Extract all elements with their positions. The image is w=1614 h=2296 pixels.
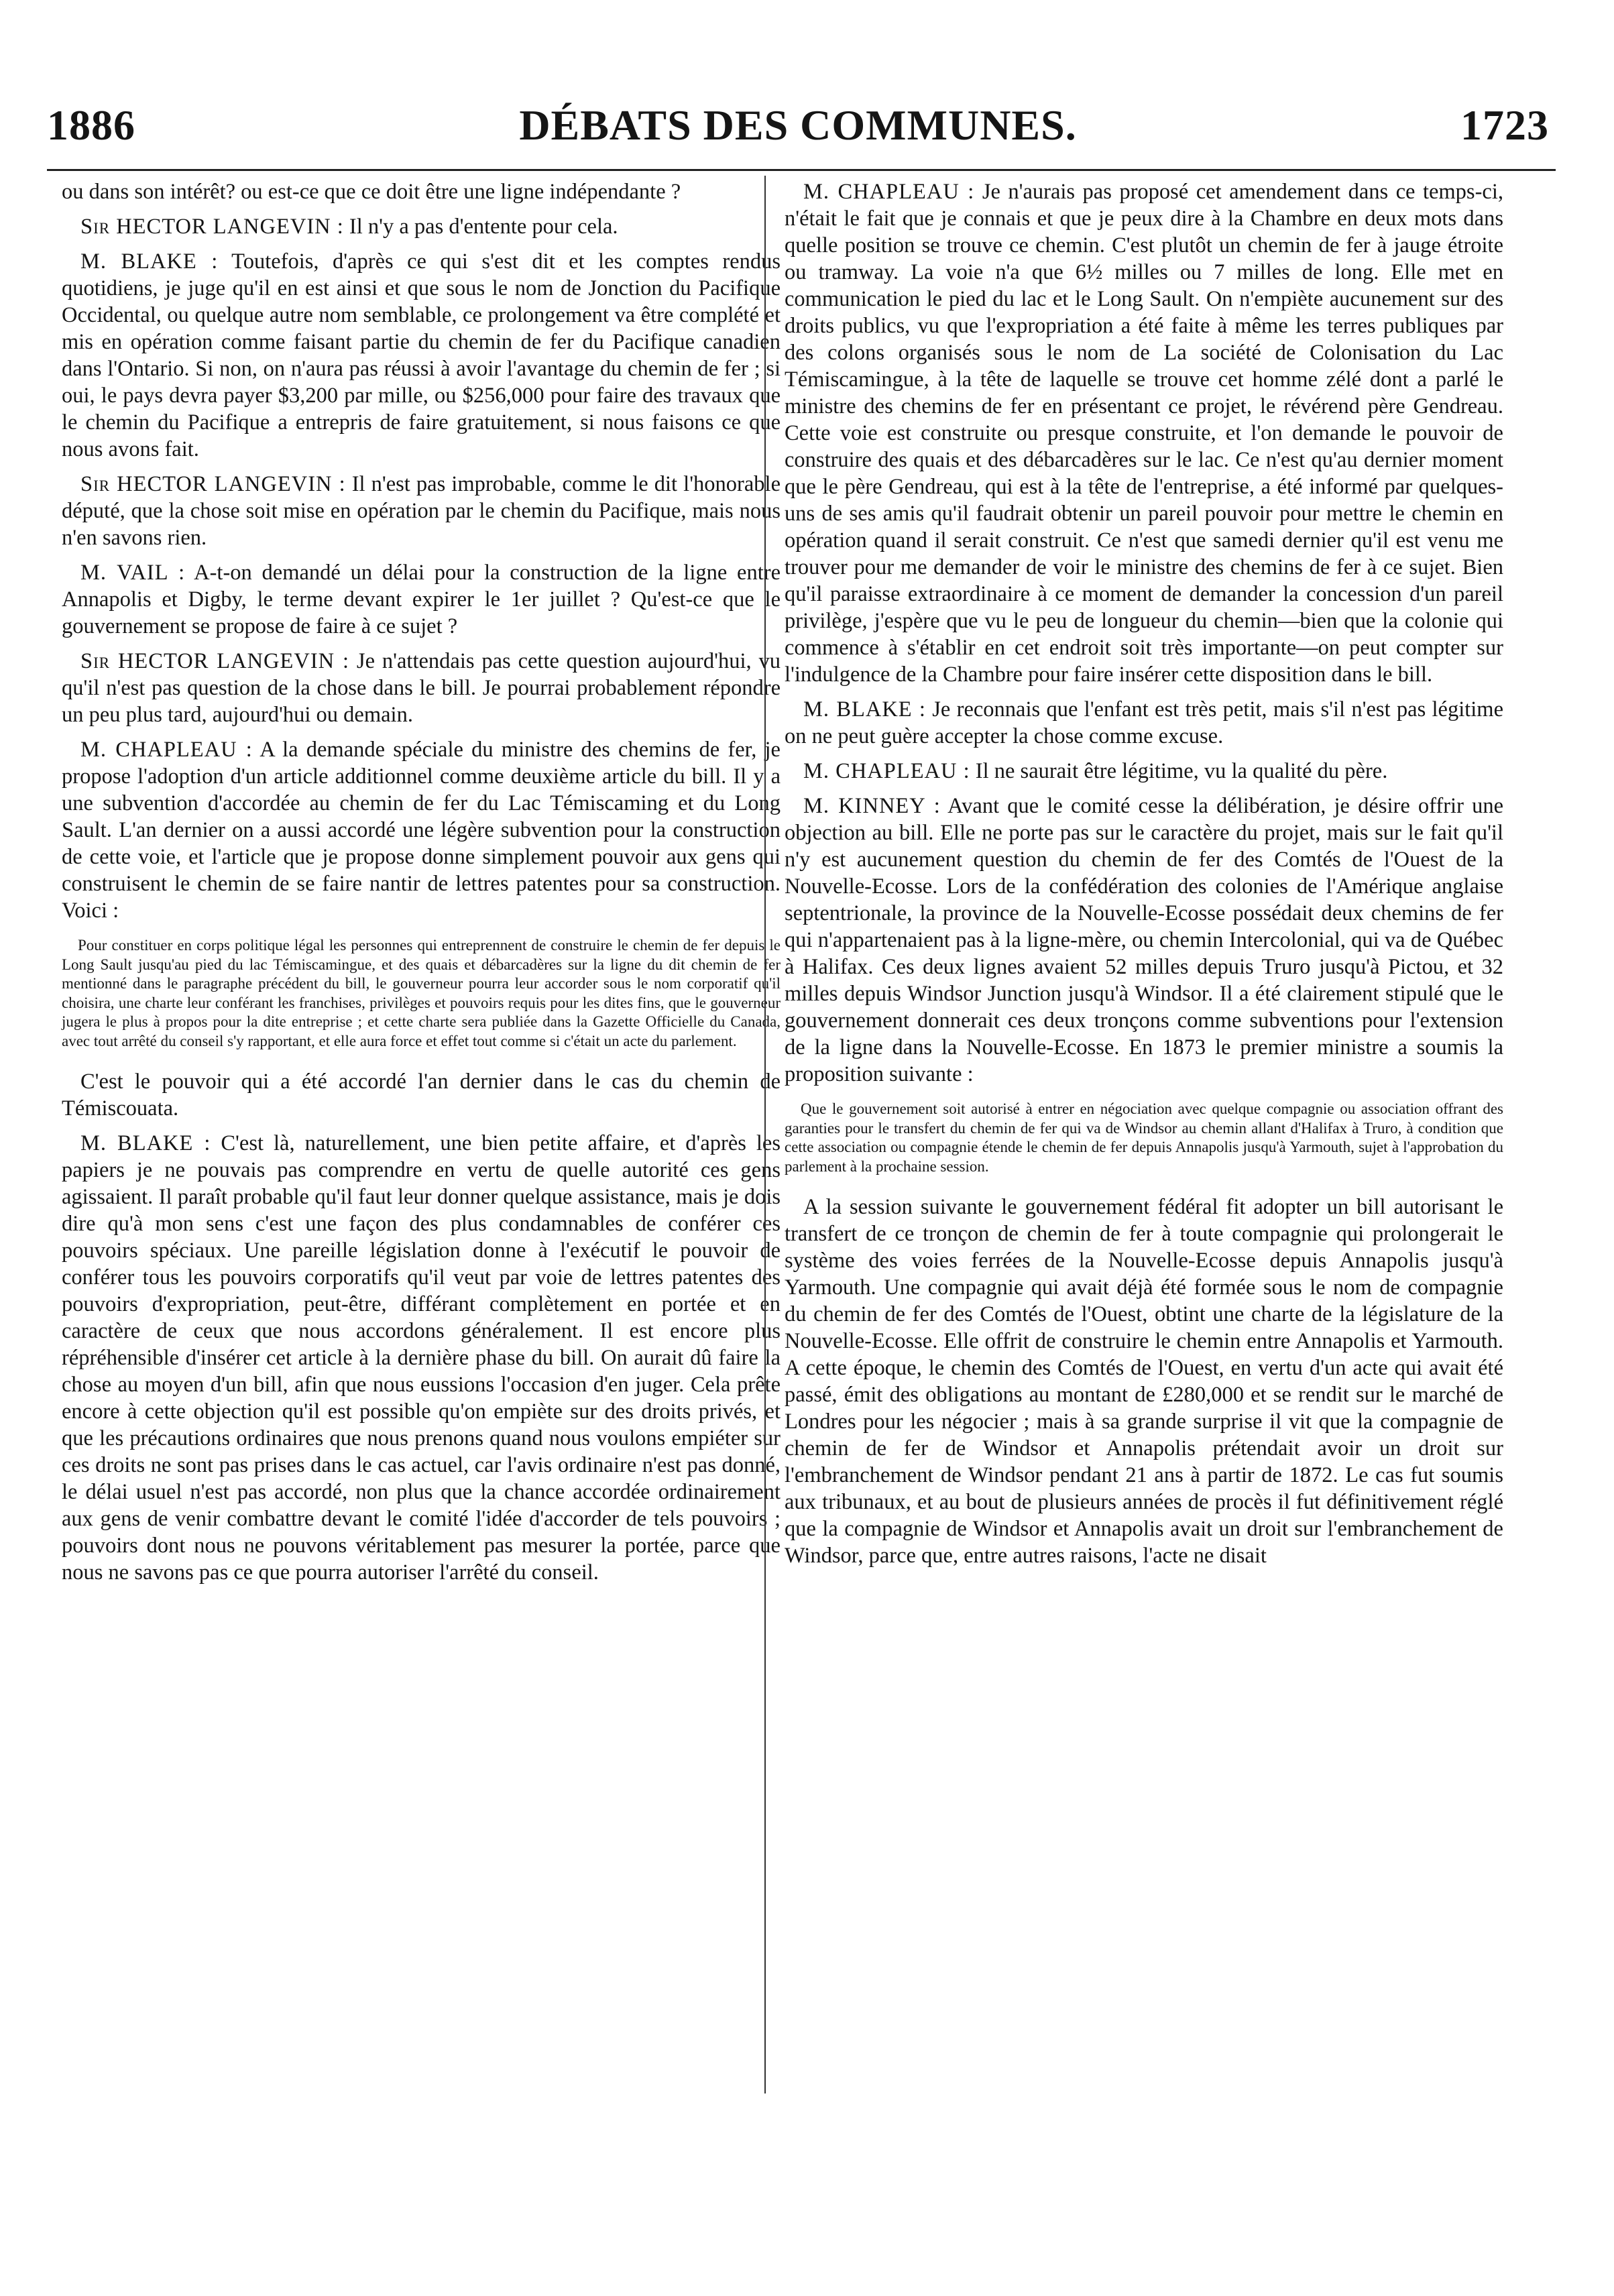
speaker-name: Sir HECTOR LANGEVIN : — [80, 472, 346, 496]
paragraph — [785, 696, 1503, 750]
header-rule — [47, 169, 1556, 171]
paragraph — [62, 178, 781, 205]
speaker-name: M. CHAPLEAU : — [803, 180, 975, 204]
paragraph — [62, 559, 781, 640]
paragraph — [62, 213, 781, 240]
right-column — [785, 178, 1503, 1577]
paragraph-text: A la demande spéciale du ministre des chemins de fer, je propose l'adoption d'un article additionnel comme deuxième article du bill. Il y a une subvention d'accordée au chemin de fer du Lac Témiscaming et du Long Sault. L'an dernier on a aussi accordé une légère subvention pour la construction de cette voie, et l'article que je propose donne simplement pouvoir aux gens qui construisent le chemin de se faire nantir de lettres patentes pour sa construction. Voici : — [62, 738, 781, 923]
speaker-name: M. VAIL : — [80, 561, 186, 585]
paragraph-text: A-t-on demandé un délai pour la construction de la ligne entre Annapolis et Digby, le terme devant expirer le 1er juillet ? Qu'est-ce que le gouvernement se propose de faire à ce sujet ? — [62, 561, 781, 638]
quoted-text: Que le gouvernement soit autorisé à entrer en négociation avec quelque compagnie ou association offrant des garanties pour le transfert du chemin de fer qui va de Windsor au chemin allant d'Halifax à Truro, à condition que cette association ou compagnie étende le chemin de fer depuis Annapolis jusqu'à Yarmouth, sujet à l'approbation du parlement à la prochaine session. — [785, 1100, 1503, 1175]
paragraph-text: C'est le pouvoir qui a été accordé l'an dernier dans le cas du chemin de Témiscouata. — [62, 1070, 781, 1121]
speaker-name: Sir HECTOR LANGEVIN : — [80, 215, 344, 239]
header-title: DÉBATS DES COMMUNES. — [519, 101, 1077, 149]
paragraph — [785, 1194, 1503, 1569]
quoted-text: Pour constituer en corps politique légal les personnes qui entreprennent de construire le chemin de fer depuis le Long Sault jusqu'au pied du lac Témiscamingue, et des quais et débarcadères sur la ligne du dit chemin de fer mentionné dans le paragraphe précédent du bill, le gouverneur pourra leur accorder sous le nom corporatif qu'il choisira, une charte leur conférant les franchises, privilèges et pouvoirs requis pour les dites fins, que le gouverneur jugera le plus à propos pour la dite entreprise ; et cette charte sera publiée dans la Gazette Officielle du Canada, avec tout arrêté du conseil s'y rapportant, et elle aura force et effet tout comme si c'était un acte du parlement. — [62, 937, 781, 1049]
paragraph — [62, 1068, 781, 1122]
speaker-name: M. CHAPLEAU : — [803, 759, 970, 783]
paragraph-text: Je reconnais que l'enfant est très petit, mais s'il n'est pas légitime on ne peut guère accepter la chose comme excuse. — [785, 697, 1504, 748]
speaker-name: Sir HECTOR LANGEVIN : — [80, 649, 350, 673]
column-divider — [764, 176, 766, 2093]
paragraph-text: Toutefois, d'après ce qui s'est dit et les comptes rendus quotidiens, je juge qu'il en est ainsi et que sous le nom de Jonction du Pacifique Occidental, ou quelque autre nom semblable, ce prolongement va être complété et mis en opération comme faisant partie du chemin de fer du Pacifique canadien dans l'Ontario. Si non, on n'aura pas réussi à avoir l'avantage du chemin de fer ; si oui, le pays devra payer $3,200 par mille, ou $256,000 pour faire des travaux que le chemin du Pacifique a entrepris de faire gratuitement, si nous faisons ce que nous avons fait. — [62, 249, 781, 461]
paragraph — [62, 471, 781, 551]
paragraph — [62, 648, 781, 728]
paragraph-text: Il ne saurait être légitime, vu la qualité du père. — [970, 759, 1388, 783]
page-header — [47, 101, 1549, 161]
speaker-name: M. BLAKE : — [80, 249, 219, 274]
header-page-number: 1723 — [1460, 101, 1549, 149]
quoted-clause — [62, 936, 781, 1051]
paragraph-text: Je n'aurais pas proposé cet amendement dans ce temps-ci, n'était le fait que je connais et que je peux dire à la Chambre en deux mots dans quelle position se trouve ce chemin. C'est plutôt un chemin de fer à jauge étroite ou tramway. La voie n'a que 6½ milles ou 7 milles de long. Elle met en communication le pied du lac et le Long Sault. On n'empiète aucunement sur des droits publics, vu que l'expropriation a été faite à même les terres publiques par des colons organisés sous le nom de La société de Colonisation du Lac Témiscamingue, à la tête de laquelle se trouve cet homme zélé dont a parlé le ministre des chemins de fer en présentant ce projet, le révérend père Gendreau. Cette voie est construite ou presque construite, et l'on demande le pouvoir de construire des quais et des débarcadères sur le lac. Ce n'est qu'au dernier moment que le père Gendreau, qui est à la tête de l'entreprise, a été informé par quelques-uns de ses amis qu'il faudrait obtenir un pareil pouvoir pour mettre le chemin en opération quand il serait construit. Ce n'est que samedi dernier qu'il est venu me trouver pour me demander de voir le ministre des chemins de fer à ce sujet. Bien qu'il paraisse extraordinaire à ce moment de demander la concession d'un pareil privilège, j'espère que vu le peu de longueur du chemin—bien que la colonie qui commence à s'établir en cet endroit soit très importante—on peut compter sur l'indulgence de la Chambre pour faire insérer cette disposition dans le bill. — [785, 180, 1503, 687]
paragraph — [62, 736, 781, 924]
paragraph-text: Il n'est pas improbable, comme le dit l'honorable député, que la chose soit mise en opération par le chemin du Pacifique, mais nous n'en savons rien. — [62, 472, 781, 550]
paragraph-text: Je n'attendais pas cette question aujourd'hui, vu qu'il n'est pas question de la chose dans le bill. Je pourrai probablement répondre un peu plus tard, aujourd'hui ou demain. — [62, 649, 781, 727]
paragraph-text: A la session suivante le gouvernement fédéral fit adopter un bill autorisant le transfert de ce tronçon de chemin de fer à toute compagnie qui prolongerait le système des voies ferrées de la Nouvelle-Ecosse depuis Annapolis jusqu'à Yarmouth. Une compagnie qui avait déjà été formée sous le nom de compagnie du chemin de fer des Comtés de l'Ouest, obtint une charte de la législature de la Nouvelle-Ecosse. Elle offrit de construire le chemin entre Annapolis et Yarmouth. A cette époque, le chemin des Comtés de l'Ouest, en vertu d'un acte qui avait été passé, émit des obligations au montant de £280,000 et se rendit sur le marché de Londres pour les négocier ; mais à sa grande surprise il vit que la compagnie de chemin de fer de Windsor et Annapolis prétendait avoir un droit sur l'embranchement de Windsor pendant 21 ans à partir de 1872. Le cas fut soumis aux tribunaux, et au bout de plusieurs années de procès il fut définitivement réglé que la compagnie de Windsor et Annapolis avait un droit sur l'embranchement de Windsor, parce que, entre autres raisons, l'acte ne disait — [785, 1195, 1503, 1568]
speaker-name: M. BLAKE : — [803, 697, 926, 722]
speaker-name: M. CHAPLEAU : — [80, 738, 253, 762]
quoted-clause — [785, 1100, 1503, 1176]
paragraph — [785, 178, 1503, 688]
paragraph — [785, 758, 1503, 785]
paragraph-text: Avant que le comité cesse la délibération, je désire offrir une objection au bill. Elle ne porte pas sur le caractère du projet, mais sur le fait qu'il n'y est aucunement question du chemin de fer des Comtés de l'Ouest de la Nouvelle-Ecosse. Lors de la confédération des colonies de l'Amérique anglaise septentrionale, la province de la Nouvelle-Ecosse possédait deux chemins de fer qui n'appartenaient pas à la ligne-mère, ou chemin Intercolonial, qui va de Québec à Halifax. Ces deux lignes avaient 52 milles depuis Truro jusqu'à Pictou, et 32 milles depuis Windsor Junction jusqu'à Windsor. Il a été clairement stipulé que le gouvernement donnerait ces deux tronçons comme subventions pour l'extension de la ligne dans la Nouvelle-Ecosse. En 1873 le premier ministre a soumis la proposition suivante : — [785, 794, 1503, 1086]
paragraph — [62, 248, 781, 463]
paragraph-text: ou dans son intérêt? ou est-ce que ce doit être une ligne indépendante ? — [62, 180, 681, 204]
speaker-name: M. BLAKE : — [80, 1131, 211, 1155]
paragraph-text: Il n'y a pas d'entente pour cela. — [343, 215, 618, 239]
paragraph — [62, 1130, 781, 1586]
left-column — [62, 178, 781, 1594]
speaker-name: M. KINNEY : — [803, 794, 941, 818]
paragraph — [785, 793, 1503, 1088]
header-year: 1886 — [47, 101, 135, 149]
paragraph-text: C'est là, naturellement, une bien petite affaire, et d'après les papiers je ne pouvais pas comprendre en vertu de quelle autorité ces gens agissaient. Il paraît probable qu'il faut leur donner quelque assistance, mais je dois dire qu'à mon sens c'est une façon des plus condamnables de conférer ces pouvoirs spéciaux. Une pareille législation donne à l'exécutif le pouvoir de conférer tous les pouvoirs corporatifs qu'il veut par voie de lettres patentes des pouvoirs d'expropriation, peut-être, différant complètement en portée et en caractère de ceux que nous accordons généralement. Il est encore plus répréhensible d'insérer cet article à la dernière phase du bill. On aurait dû faire la chose au moyen d'un bill, afin que nous eussions l'occasion d'en juger. Cela prête encore à cette objection qu'il est possible qu'on empiète sur des droits privés, et que les précautions ordinaires que nous prenons quand nous voulons empiéter sur ces droits ne sont pas prises dans le cas actuel, car l'avis ordinaire n'est pas donné, le délai usuel n'est pas accordé, non plus que la chance accordée ordinairement aux gens de venir combattre devant le comité l'idée d'accorder de tels pouvoirs ; pouvoirs dont nous ne pouvons véritablement pas mesurer la portée, parce que nous ne savons pas ce que pourra autoriser l'arrêté du conseil. — [62, 1131, 781, 1585]
